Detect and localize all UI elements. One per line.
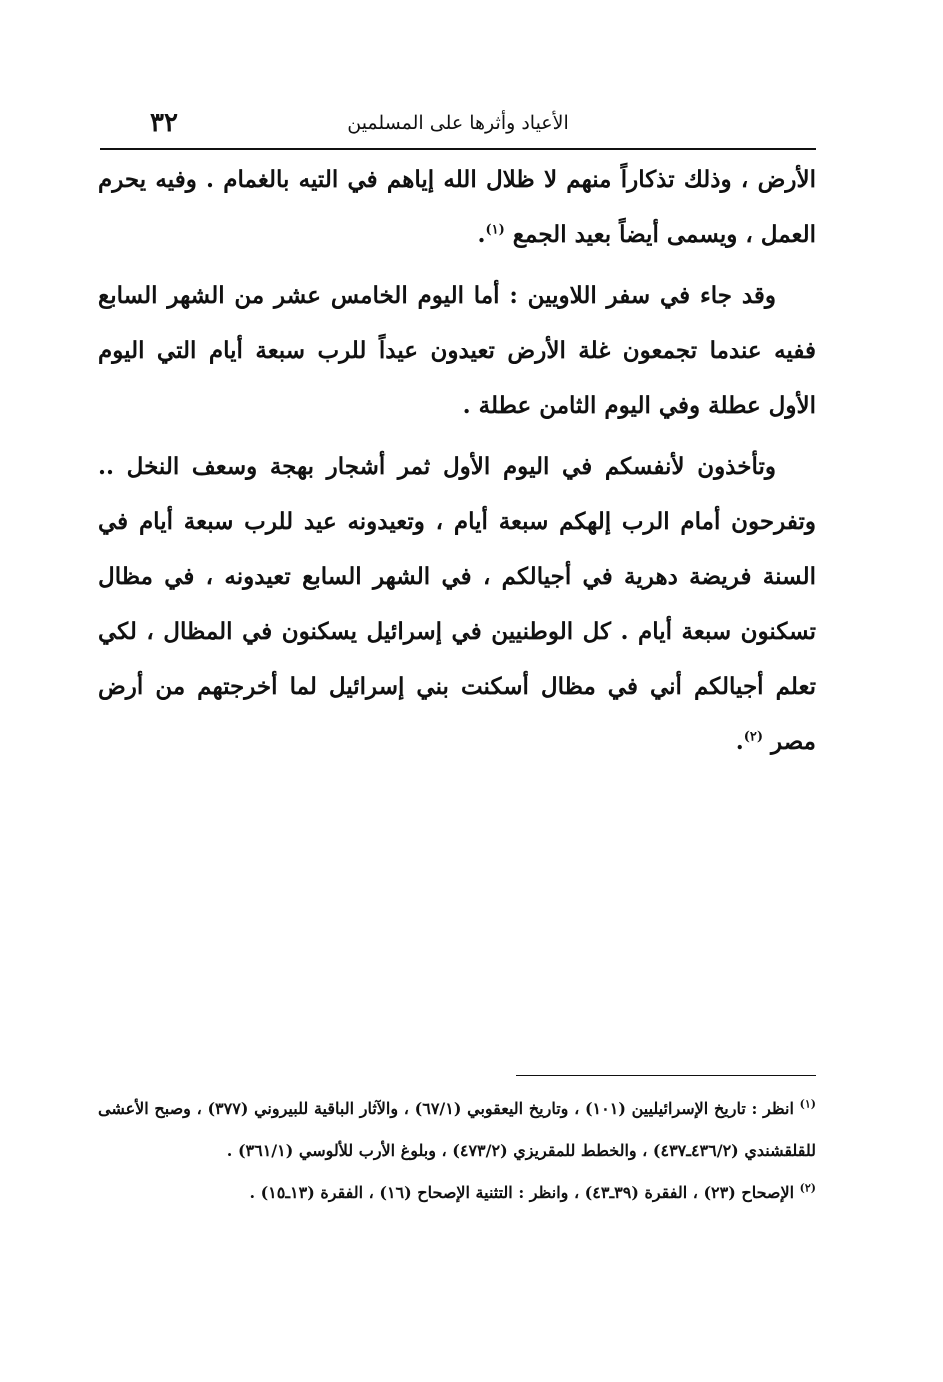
footnote-separator: [516, 1075, 816, 1076]
main-text: [98, 152, 816, 775]
footnote-1: [98, 1088, 816, 1172]
footnote-2-mark: (٢): [799, 1181, 816, 1195]
running-title: الأعياد وأثرها على المسلمين: [347, 112, 569, 134]
paragraph-3: [98, 439, 816, 769]
paragraph-1: [98, 152, 816, 262]
footnotes: [98, 1088, 816, 1214]
header-rule: [100, 148, 816, 150]
page-header: [100, 108, 816, 148]
page-number: ٣٢: [150, 108, 178, 138]
paragraph-3-text: وتأخذون لأنفسكم في اليوم الأول ثمر أشجار بهجة وسعف النخل .. وتفرحون أمام الرب إلهكم سبعة أيام ، وتعيدونه عيد للرب سبعة أيام في السنة فريضة دهرية في أجيالكم ، في الشهر السابع تعيدونه ، في مظال تسكنون سبعة أيام . كل الوطنيين في إسرائيل يسكنون في المظال ، لكي تعلم أجيالكم أني في مظال أسكنت بني إسرائيل لما أخرجتهم من أرض مصر: [98, 453, 816, 755]
footnote-1-text: انظر : تاريخ الإسرائيليين (١٠١) ، وتاريخ اليعقوبي (٦٧/١) ، والآثار الباقية للبيروني (٣٧٧) ، وصبح الأعشى للقلقشندي (٤٣٦/٢ـ٤٣٧) ، والخطط للمقريزي (٤٧٣/٢) ، وبلوغ الأرب للألوسي (٣٦١/١) .: [98, 1099, 816, 1160]
paragraph-1-end: .: [477, 221, 486, 248]
paragraph-1-text: الأرض ، وذلك تذكاراً منهم لا ظلال الله إياهم في التيه بالغمام . وفيه يحرم العمل ، ويسمى أيضاً بعيد الجمع: [98, 166, 816, 248]
paragraph-3-end: .: [735, 728, 744, 755]
footnote-ref-1[interactable]: (١): [485, 222, 505, 238]
footnote-1-mark: (١): [799, 1097, 816, 1111]
paragraph-2: [98, 268, 816, 433]
footnote-2-text: الإصحاح (٢٣) ، الفقرة (٣٩ـ٤٣) ، وانظر : التثنية الإصحاح (١٦) ، الفقرة (١٣ـ١٥) .: [249, 1183, 795, 1202]
paragraph-2-text: وقد جاء في سفر اللاويين : أما اليوم الخامس عشر من الشهر السابع ففيه عندما تجمعون غلة الأرض تعيدون عيداً للرب سبعة أيام التي اليوم الأول عطلة وفي اليوم الثامن عطلة .: [98, 282, 816, 419]
footnote-2: [98, 1172, 816, 1214]
footnote-ref-2[interactable]: (٢): [743, 729, 764, 745]
